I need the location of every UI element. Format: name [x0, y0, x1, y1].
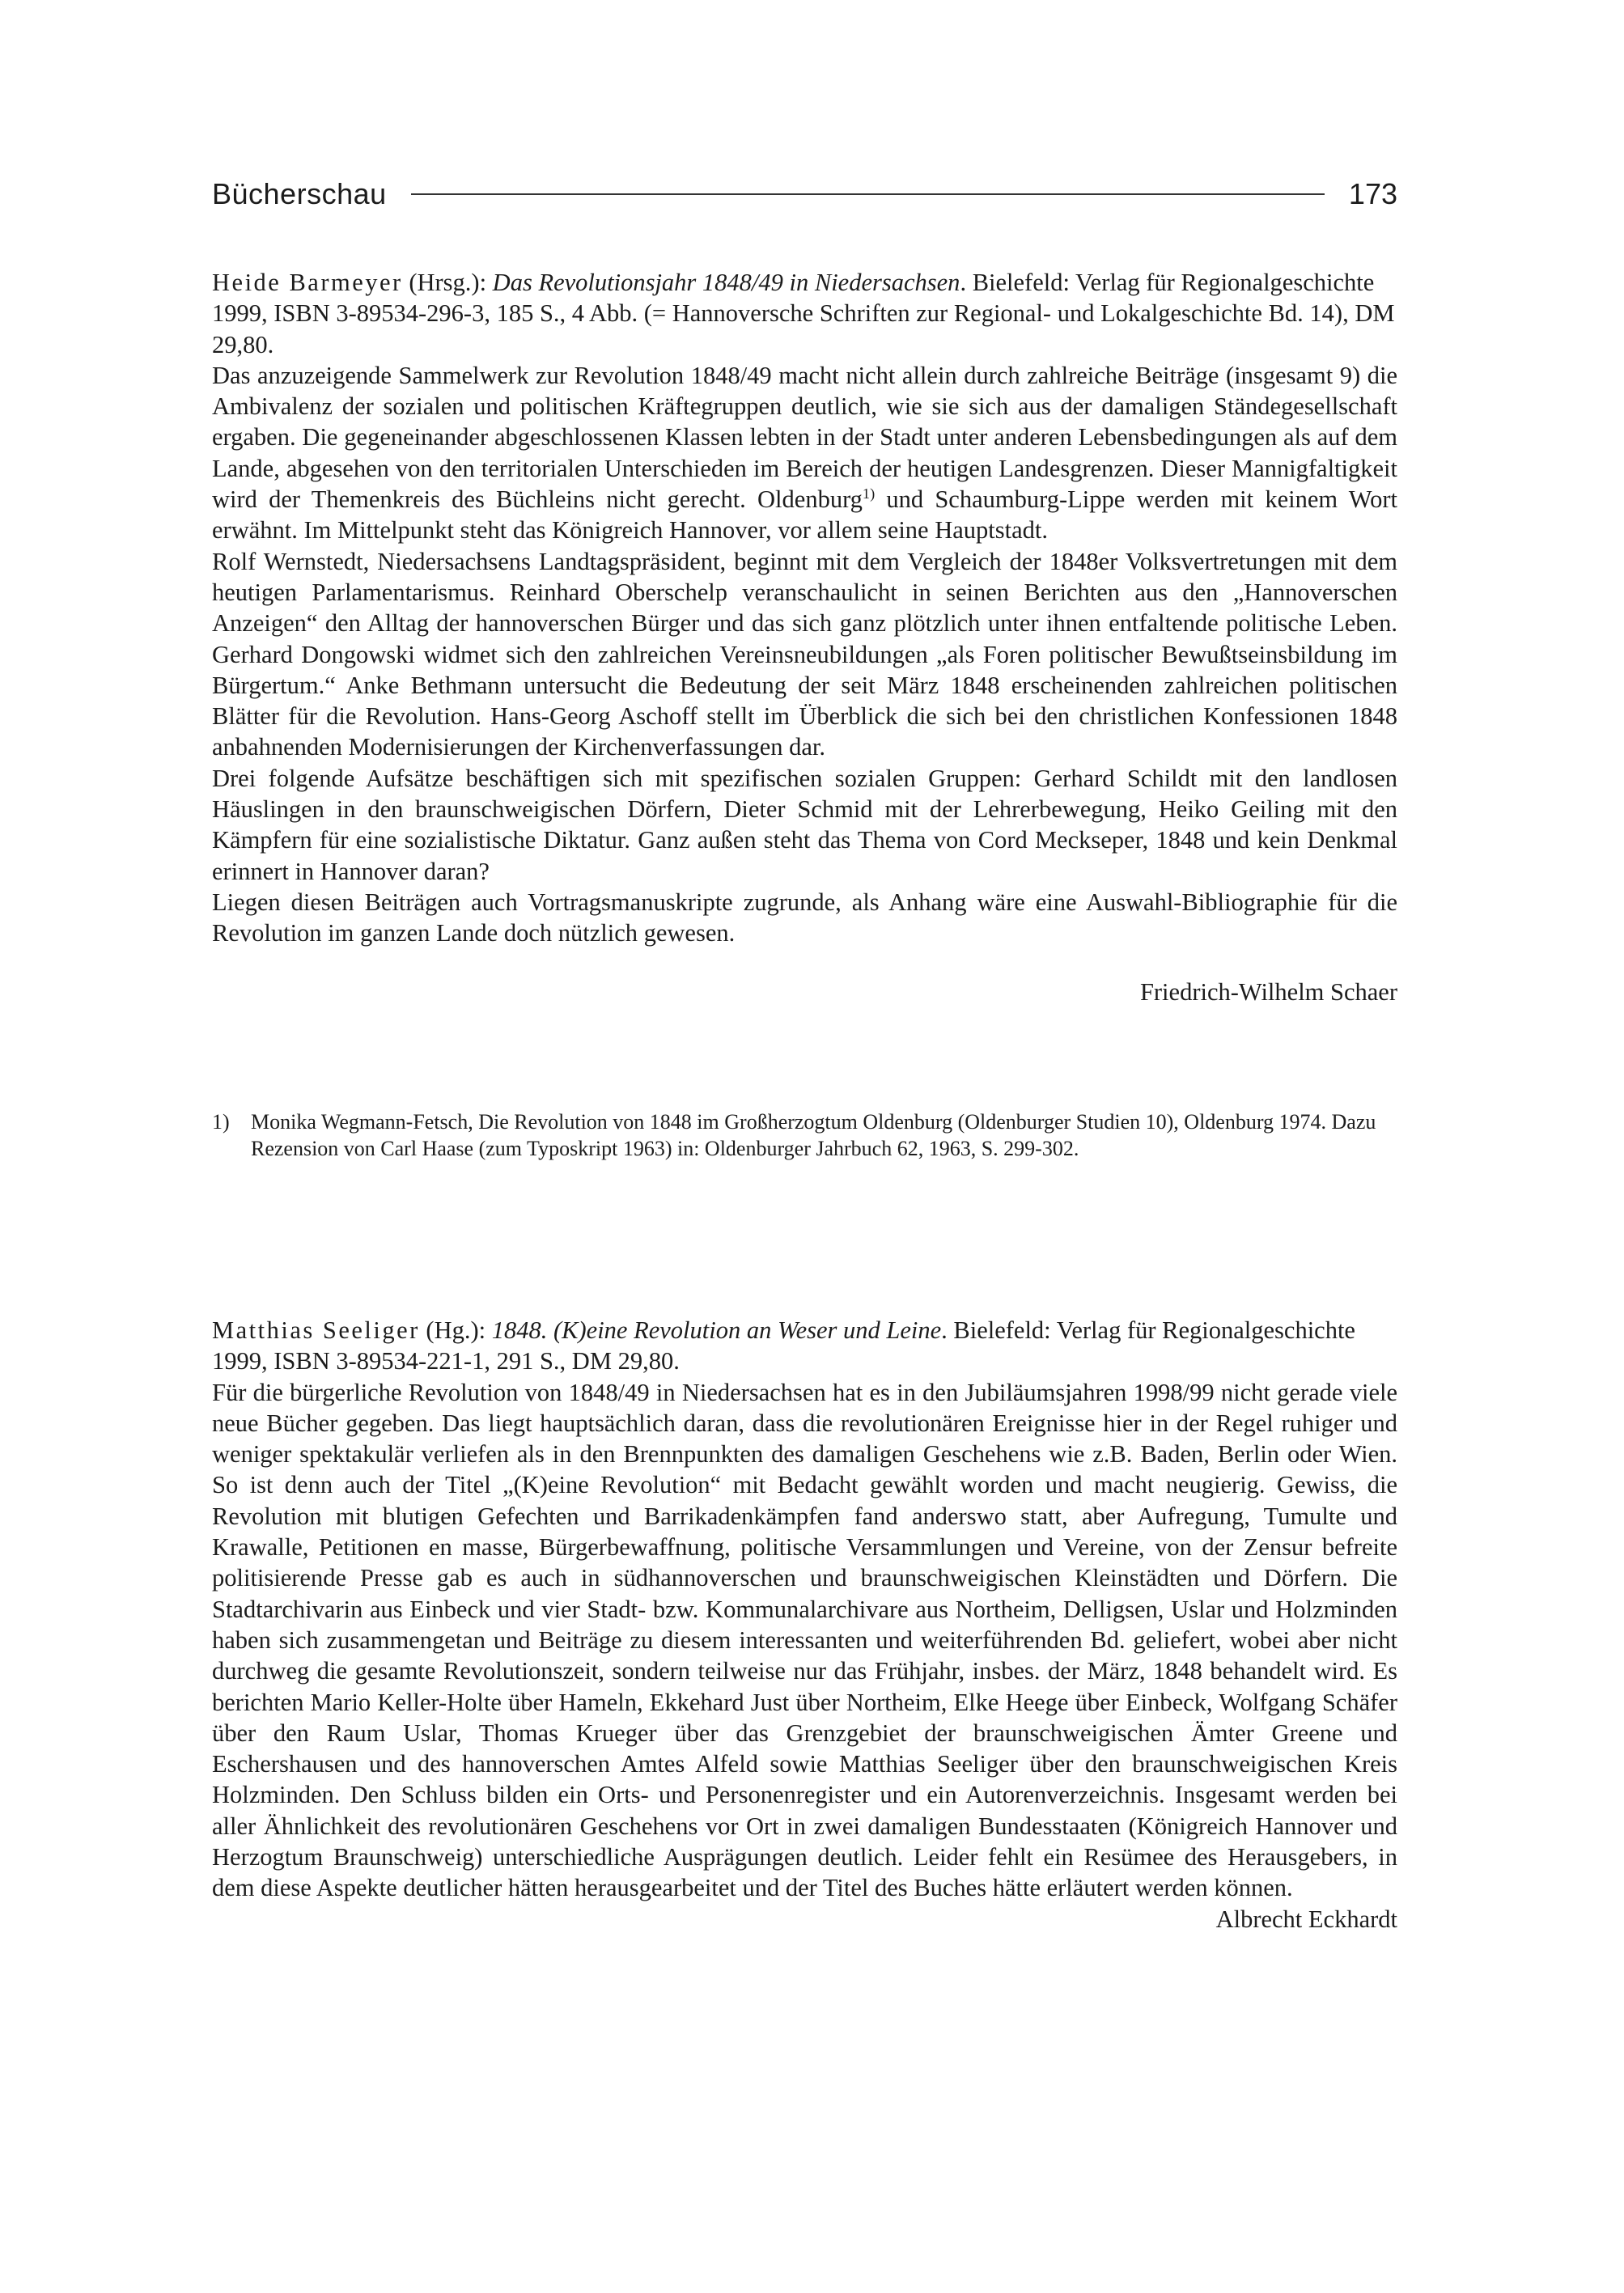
review-publication-info: . Bielefeld: Verlag für Regionalgeschichte 1999, ISBN 3-89534-221-1, 291 S., DM 29,80.	[212, 1316, 1355, 1375]
review-paragraph: Rolf Wernstedt, Niedersachsens Landtagspräsident, beginnt mit dem Vergleich der 1848er Volksvertretungen mit dem heutigen Parlamentarismus. Reinhard Oberschelp veranschaulicht in seinen Berichten aus den „Hannoverschen Anzeigen“ den Alltag der hannoverschen Bürger und das sich ganz plötzlich unter ihnen entfaltende politische Leben. Gerhard Dongowski widmet sich den zahlreichen Vereinsneubildungen „als Foren politischer Bewußtseinsbildung im Bürgertum.“ Anke Bethmann untersucht die Bedeutung der seit März 1848 erscheinenden zahlreichen politischen Blätter für die Revolution. Hans-Georg Aschoff stellt im Überblick die sich bei den christlichen Konfessionen 1848 anbahnenden Modernisierungen der Kirchenverfassungen dar.	[212, 547, 1397, 761]
review-seeliger	[212, 1315, 1397, 1935]
review-paragraph: Das anzuzeigende Sammelwerk zur Revolution 1848/49 macht nicht allein durch zahlreiche Beiträge (insgesamt 9) die Ambivalenz der sozialen und politischen Kräftegruppen deutlich, wie sie sich aus der damaligen Ständegesellschaft ergaben. Die gegeneinander abgeschlossenen Klassen lebten in der Stadt unter anderen Lebensbedingungen als auf dem Lande, abgesehen von den territorialen Unterschieden im Bereich der heutigen Landesgrenzen. Dieser Mannigfaltigkeit wird der Themenkreis des Büchleins nicht gerecht. Oldenburg$^{1)}$ und Schaumburg-Lippe werden mit keinem Wort erwähnt. Im Mittelpunkt steht das Königreich Hannover, vor allem seine Hauptstadt.	[212, 361, 1397, 545]
review-role: (Hrsg.):	[402, 269, 493, 296]
reviewer-signature: Albrecht Eckhardt	[1215, 1905, 1397, 1933]
review-barmeyer	[212, 267, 1397, 1007]
running-header	[212, 170, 1397, 218]
footnote-reference: 1)	[862, 485, 876, 502]
review-author: Heide Barmeyer	[212, 269, 403, 296]
review-book-title: 1848. (K)eine Revolution an Weser und Leine	[491, 1316, 942, 1344]
review-author: Matthias Seeliger	[212, 1316, 420, 1344]
footnote	[212, 1108, 1397, 1162]
page-number: 173	[1348, 177, 1397, 210]
running-title: Bücherschau	[212, 177, 387, 210]
review-paragraph: Für die bürgerliche Revolution von 1848/49 in Niedersachsen hat es in den Jubiläumsjahren 1998/99 nicht gerade viele neue Bücher gegeben. Das liegt hauptsächlich daran, dass die revolutionären Ereignisse hier in der Regel ruhiger und weniger spektakulär verliefen als in den Brennpunkten des damaligen Geschehens wie z.B. Baden, Berlin oder Wien. So ist denn auch der Titel „(K)eine Revolution“ mit Bedacht gewählt worden und macht neugierig. Gewiss, die Revolution mit blutigen Gefechten und Barrikadenkämpfen fand anderswo statt, aber Aufregung, Tumulte und Krawalle, Petitionen en masse, Bürgerbewaffnung, politische Versammlungen und Vereine, von der Zensur befreite politisierende Presse gab es auch in südhannoverschen und braunschweigischen Kleinstädten und Dörfern. Die Stadtarchivarin aus Einbeck und vier Stadt- bzw. Kommunalarchivare aus Northeim, Delligsen, Uslar und Holzminden haben sich zusammengetan und Beiträge zu diesem interessanten und weiterführenden Bd. geliefert, wobei aber nicht durchweg die gesamte Revolutionszeit, sondern teilweise nur das Frühjahr, insbes. der März, 1848 behandelt wird. Es berichten Mario Keller-Holte über Hameln, Ekkehard Just über Northeim, Elke Heege über Einbeck, Wolfgang Schäfer über den Raum Uslar, Thomas Krueger über das Grenzgebiet der braunschweigischen Ämter Greene und Eschershausen und des hannoverschen Amtes Alfeld sowie Matthias Seeliger über den braunschweigischen Kreis Holzminden. Den Schluss bilden ein Orts- und Personenregister und ein Autorenverzeichnis. Insgesamt werden bei aller Ähnlichkeit des revolutionären Geschehens vor Ort in zwei damaligen Bundesstaaten (Königreich Hannover und Herzogtum Braunschweig) unterschiedliche Ausprägungen deutlich. Leider fehlt ein Resümee des Herausgebers, in dem diese Aspekte deutlicher hätten herausgearbeitet und der Titel des Buches hätte erläutert werden können.	[212, 1378, 1397, 1902]
review-book-title: Das Revolutionsjahr 1848/49 in Niedersachsen	[492, 269, 960, 296]
review-paragraph: Liegen diesen Beiträgen auch Vortragsmanuskripte zugrunde, als Anhang wäre eine Auswahl-Bibliographie für die Revolution im ganzen Lande doch nützlich gewesen.	[212, 888, 1397, 947]
review-citation	[212, 267, 1397, 360]
footnote-text: Monika Wegmann-Fetsch, Die Revolution von 1848 im Großherzogtum Oldenburg (Oldenburger Studien 10), Oldenburg 1974. Dazu Rezension von Carl Haase (zum Typoskript 1963) in: Oldenburger Jahrbuch 62, 1963, S. 299-302.	[251, 1110, 1376, 1160]
review-publication-info: . Bielefeld: Verlag für Regionalgeschichte 1999, ISBN 3-89534-296-3, 185 S., 4 Abb. (= Hannoversche Schriften zur Regional- und Lokalgeschichte Bd. 14), DM 29,80.	[212, 269, 1395, 358]
reviewer-signature: Friedrich-Wilhelm Schaer	[1139, 977, 1397, 1006]
footnote-mark: 1)	[212, 1110, 230, 1134]
review-role: (Hg.):	[419, 1316, 492, 1344]
header-rule	[411, 193, 1325, 195]
review-paragraph: Drei folgende Aufsätze beschäftigen sich mit spezifischen sozialen Gruppen: Gerhard Schildt mit den landlosen Häuslingen in den braunschweigischen Dörfern, Dieter Schmid mit der Lehrerbewegung, Heiko Geiling mit den Kämpfern für eine sozialistische Diktatur. Ganz außen steht das Thema von Cord Meckseper, 1848 und kein Denkmal erinnert in Hannover daran?	[212, 764, 1397, 885]
review-citation	[212, 1315, 1397, 1377]
